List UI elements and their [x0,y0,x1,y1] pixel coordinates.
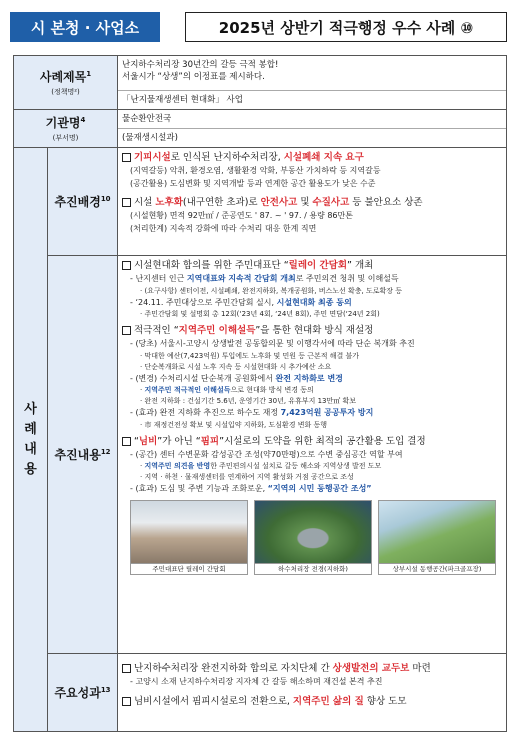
content-label: 추진내용$^{12}$ [48,256,118,654]
content-detail: - 난지센터 인근 지역대표와 지속적 간담회 개최로 주민의견 청취 및 이해설득 [130,274,399,283]
checkbox-icon [122,664,131,673]
checkbox-icon [122,326,131,335]
background-detail: (지역갈등) 악취, 환경오염, 생활환경 악화, 부동산 가치하락 등 지역갈등 [130,166,381,175]
content-detail: - ‘24.11. 주민대상으로 주민간담회 실시, 시설현대화 최종 동의 [130,297,352,307]
case-title-line-1: 난지하수처리장 30년간의 갈등 극적 봉합! [122,60,279,70]
photo-caption: 하수처리장 전경(지하화) [254,564,372,575]
agency-label: 기관명$^4$ (부서명) [14,110,118,148]
photo-caption: 주민대표단 릴레이 간담회 [130,564,248,575]
content-step-1: 시설현대화 합의를 위한 주민대표단 “릴레이 간담회” 개최 [122,259,502,273]
page-title: 2025년 상반기 적극행정 우수 사례 ⑩ [185,12,507,42]
content-detail: - (공간) 센터 수변문화 감성공간 조성(약70만평)으로 수변 중심공간 역할 부여 [130,449,403,459]
result-detail: - 고양시 소재 난지하수처리장 지자체 간 갈등 해소하며 재건설 본격 추진 [130,677,383,686]
checkbox-icon [122,261,131,270]
meeting-photo [130,500,248,564]
checkbox-icon [122,437,131,446]
content-subdetail: · 단순복개화로 시설 노후 지속 등 시설현대화 시 추가예산 소요 [140,362,332,371]
results-cell [118,654,507,732]
content-detail: - (효과) 도심 및 주변 기능과 조화로운, “지역의 시민 동행공간 조성” [130,484,372,493]
case-table [13,55,507,732]
content-detail: - (당초) 서울시-고양시 상생발전 공동합의문 및 이행각서에 따라 단순 복개화 추진 [130,339,415,348]
background-cell [118,148,507,256]
case-title-line-2: 서울시가 “상생”의 이정표를 제시하다. [122,72,265,82]
policy-name: 「난지물재생센터 현대화」 사업 [122,95,243,105]
photo-plant [254,500,372,575]
content-subdetail: · (요구사항) 센터이전, 시설폐쇄, 완전지하화, 복개공원화, 버스노선 확충, 도로확장 등 [140,286,402,295]
content-subdetail: · 지역주민 의견을 반영한 주민편의시설 설치로 갈등 해소와 지역상생 발전 도모 [140,462,382,470]
park-photo [378,500,496,564]
photo-strip [122,500,502,575]
checkbox-icon [122,697,131,706]
content-detail: - (변경) 수처리시설 단순복개 공원화에서 완전 지하화로 변경 [130,373,343,383]
checkbox-icon [122,198,131,207]
photo-meeting [130,500,248,575]
content-cell [118,256,507,654]
result-item-1: 난지하수처리장 완전지하화 합의로 자치단체 간 상생발전의 교두보 마련 [122,662,502,676]
case-title-cell [118,56,507,110]
content-detail: - (효과) 완전 지하화 추진으로 하수도 재정 7,423억원 공공투자 방지 [130,408,374,417]
agency-name: 물순환안전국 [118,110,506,129]
background-label: 추진배경$^{10}$ [48,148,118,256]
content-step-3: “님비”가 아닌 “핌피”시설로의 도약을 위한 최적의 공간활용 도입 결정 [122,435,502,449]
content-subdetail: · 지역주민 적극적인 이해설득으로 현대화 방식 변경 동의 [140,386,314,394]
content-subdetail: · 지역 · 하천 · 물재생센터를 연계하여 지역 활성화 거점 공간으로 조성 [140,473,354,481]
results-label: 주요성과$^{13}$ [48,654,118,732]
content-step-2: 적극적인 “지역주민 이해설득”을 통한 현대화 방식 재설정 [122,324,502,338]
department-name: (물재생시설과) [122,133,178,143]
content-subdetail: · 市 재정건전성 확보 및 시설입약 지하화, 도심환경 변화 동행 [140,420,328,429]
case-title-label: 사례제목$^1$ (정책명²) [14,56,118,110]
background-detail: (공간활용) 도심변화 및 지역개발 등과 연계한 공간 활용도가 낮은 수준 [130,178,376,188]
agency-cell [118,110,507,148]
case-content-side-label: 사 례 내 용 [14,148,48,732]
checkbox-icon [122,153,131,162]
photo-caption: 상부시설 동행공간(파크골프장) [378,564,496,575]
category-tag: 시 본청 · 사업소 [10,12,160,42]
content-subdetail: · 완전 지하화 : 건설기간 5.6년, 운영기간 30년, 유휴부지 13만㎡ 확보 [140,397,356,405]
content-subdetail: · 주민간담회 및 설명회 총 12회(‘23년 4회, ‘24년 8회), 주민 면담(‘24년 2회) [140,310,380,318]
background-item-2: 시설 노후화(내구연한 초과)로 안전사고 및 수질사고 등 불안요소 상존 [122,196,502,210]
photo-park [378,500,496,575]
content-subdetail: · 막대한 예산(7,423억원) 투입에도 노후화 및 민원 등 근본적 해결 불가 [140,351,360,360]
background-detail: (처리한계) 지속적 강화에 따라 수처리 대응 한계 직면 [130,223,317,233]
result-item-2: 님비시설에서 핌피시설로의 전환으로, 지역주민 삶의 질 향상 도모 [122,695,502,709]
background-item-1: 기피시설로 인식된 난지하수처리장, 시설폐쇄 지속 요구 [122,151,502,165]
background-detail: (시설현황) 면적 92만㎡ / 준공연도 ' 87. ~ ' 97. / 용량 86만톤 [130,211,353,220]
plant-rendering [254,500,372,564]
